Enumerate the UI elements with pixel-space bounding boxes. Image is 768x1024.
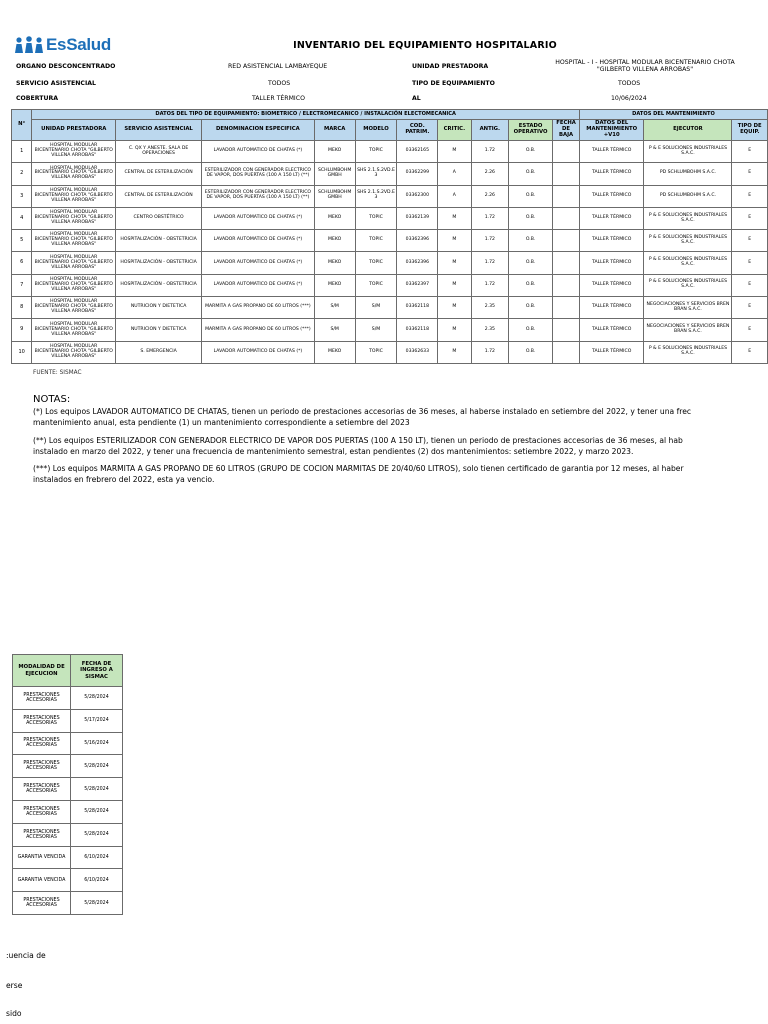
table-row bbox=[12, 319, 768, 341]
cell-unidad: HOSPITAL MODULAR BICENTENARIO CHOTA "GILBERTO VILLENA ARROBAS" bbox=[32, 207, 116, 229]
cell-tipo: E bbox=[732, 185, 768, 207]
cell-estado: O.B. bbox=[509, 252, 553, 274]
note-2-line-2: instalado en marzo del 2022, y tener una frecuencia de mantenimiento semestral, estan pendientes (2) dos mantenimientos: setiembre 2022, y marzo 2023. bbox=[33, 446, 634, 456]
cell-n: 1 bbox=[12, 141, 32, 163]
col-header-ejecutor: EJECUTOR bbox=[644, 120, 732, 141]
cell-critic: M bbox=[438, 274, 471, 296]
cell-servicio: CENTRAL DE ESTERILIZACIÓN bbox=[116, 185, 202, 207]
cell-n: 6 bbox=[12, 252, 32, 274]
cell-antig: 2.26 bbox=[471, 185, 509, 207]
col-header-antig: ANTIG. bbox=[471, 120, 509, 141]
cell-mant: TALLER TÉRMICO bbox=[579, 319, 643, 341]
cell-estado: O.B. bbox=[509, 230, 553, 252]
cell-marca: MEKO bbox=[314, 274, 355, 296]
cell-servicio: HOSPITALIZACIÓN - OBSTETRICIA bbox=[116, 274, 202, 296]
cell-servicio: CENTRAL DE ESTERILIZACIÓN bbox=[116, 163, 202, 185]
cell-estado: O.B. bbox=[509, 274, 553, 296]
cell-patrim: 03362397 bbox=[397, 274, 438, 296]
col-header-fecha-ingreso: FECHA DE INGRESO A SISMAC bbox=[71, 655, 123, 687]
col-header-baja: FECHA DE BAJA bbox=[553, 120, 580, 141]
cell-marca: S/M bbox=[314, 297, 355, 319]
cell-ejecutor: P & E SOLUCIONES INDUSTRIALES S.A.C. bbox=[644, 141, 732, 163]
cell-patrim: 03362396 bbox=[397, 252, 438, 274]
col-header-modalidad: MODALIDAD DE EJECUCION bbox=[13, 655, 71, 687]
cell-unidad: HOSPITAL MODULAR BICENTENARIO CHOTA "GILBERTO VILLENA ARROBAS" bbox=[32, 230, 116, 252]
tipo-value: TODOS bbox=[618, 80, 641, 87]
cell-denominacion: LAVADOR AUTOMATICO DE CHATAS (*) bbox=[202, 274, 315, 296]
cell-marca: MEKO bbox=[314, 341, 355, 363]
note-2-line-1: (**) Los equipos ESTERILIZADOR CON GENERADOR ELECTRICO DE VAPOR DOS PUERTAS (100 A 150 LT), tienen un periodo de prestaciones accesorias de 36 meses, al hab bbox=[33, 436, 683, 445]
table-row bbox=[12, 230, 768, 252]
cell-patrim: 03362300 bbox=[397, 185, 438, 207]
table-row bbox=[13, 869, 123, 892]
table-row bbox=[13, 687, 123, 710]
cell-estado: O.B. bbox=[509, 319, 553, 341]
cell-patrim: 03362633 bbox=[397, 341, 438, 363]
document-title: INVENTARIO DEL EQUIPAMIENTO HOSPITALARIO bbox=[293, 40, 557, 51]
cell-denominacion: LAVADOR AUTOMATICO DE CHATAS (*) bbox=[202, 230, 315, 252]
notes-overflow-fragment-2: erse bbox=[6, 981, 23, 990]
cell-ejecutor: NEGOCIACIONES Y SERVICIOS BREN BRAN S.A.C. bbox=[644, 297, 732, 319]
cell-baja bbox=[553, 252, 580, 274]
col-header-estado: ESTADO OPERATIVO bbox=[509, 120, 553, 141]
cell-ejecutor: P & E SOLUCIONES INDUSTRIALES S.A.C. bbox=[644, 207, 732, 229]
cell-patrim: 03362118 bbox=[397, 319, 438, 341]
cell-modelo: TOPIC bbox=[355, 230, 397, 252]
cell-tipo: E bbox=[732, 319, 768, 341]
cell-ejecutor: PD SCHLUMBOHM S.A.C. bbox=[644, 163, 732, 185]
cell-marca: MEKO bbox=[314, 141, 355, 163]
cell-modalidad: PRESTACIONES ACCESORIAS bbox=[13, 755, 71, 778]
cell-modelo: TOPIC bbox=[355, 141, 397, 163]
notes-overflow-fragment-3: sido bbox=[6, 1009, 22, 1018]
cell-modelo: S/M bbox=[355, 319, 397, 341]
note-3-line-1: (***) Los equipos MARMITA A GAS PROPANO DE 60 LITROS (GRUPO DE COCION MARMITAS DE 20/40/60 LITROS), solo tienen certificado de garantia por 12 meses, al haber bbox=[33, 464, 684, 473]
col-header-denominacion: DENOMINACION ESPECIFICA bbox=[202, 120, 315, 141]
al-value: 10/06/2024 bbox=[611, 95, 647, 102]
cell-fecha: 5/16/2024 bbox=[71, 732, 123, 755]
cell-modalidad: PRESTACIONES ACCESORIAS bbox=[13, 892, 71, 915]
cell-denominacion: ESTERILIZADOR CON GENERADOR ELECTRICO DE VAPOR, DOS PUERTAS (100 A 150 LT) (**) bbox=[202, 185, 315, 207]
cell-ejecutor: NEGOCIACIONES Y SERVICIOS BREN BRAN S.A.C. bbox=[644, 319, 732, 341]
cell-n: 3 bbox=[12, 185, 32, 207]
cell-n: 9 bbox=[12, 319, 32, 341]
cell-denominacion: MARMITA A GAS PROPANO DE 60 LITROS (***) bbox=[202, 319, 315, 341]
group-header-equipamiento: DATOS DEL TIPO DE EQUIPAMIENTO: BIOMETRICO / ELECTROMECANICO / INSTALACIÓN ELECTOMECANICA bbox=[32, 110, 580, 120]
col-header-tipo: TIPO DE EQUIP. bbox=[732, 120, 768, 141]
cell-patrim: 03362396 bbox=[397, 230, 438, 252]
cell-patrim: 03362118 bbox=[397, 297, 438, 319]
table-row bbox=[12, 163, 768, 185]
cell-mant: TALLER TÉRMICO bbox=[579, 230, 643, 252]
cell-fecha: 5/28/2024 bbox=[71, 892, 123, 915]
table-row bbox=[13, 778, 123, 801]
cell-fecha: 5/17/2024 bbox=[71, 709, 123, 732]
cell-unidad: HOSPITAL MODULAR BICENTENARIO CHOTA "GILBERTO VILLENA ARROBAS" bbox=[32, 185, 116, 207]
cell-marca: S/M bbox=[314, 319, 355, 341]
table-row bbox=[13, 755, 123, 778]
table-row bbox=[13, 846, 123, 869]
logo-text: EsSalud bbox=[46, 35, 111, 54]
cell-tipo: E bbox=[732, 207, 768, 229]
cell-baja bbox=[553, 297, 580, 319]
cell-modelo: SHS 2.1.S.2VD.E 3 bbox=[355, 163, 397, 185]
cell-marca: SCHLUMBOHM GMBH bbox=[314, 185, 355, 207]
cell-servicio: S. EMERGENCIA bbox=[116, 341, 202, 363]
col-header-mant: DATOS DEL MANTENIMIENTO +V10 bbox=[579, 120, 643, 141]
cell-antig: 2.35 bbox=[471, 319, 509, 341]
table-row bbox=[12, 297, 768, 319]
cell-critic: A bbox=[438, 163, 471, 185]
cell-mant: TALLER TÉRMICO bbox=[579, 297, 643, 319]
table-row bbox=[13, 800, 123, 823]
cell-modelo: SHS 2.1.S.2VD.E 3 bbox=[355, 185, 397, 207]
cell-modelo: S/M bbox=[355, 297, 397, 319]
cell-unidad: HOSPITAL MODULAR BICENTENARIO CHOTA "GILBERTO VILLENA ARROBAS" bbox=[32, 297, 116, 319]
cell-antig: 1.72 bbox=[471, 230, 509, 252]
note-1-line-1: (*) Los equipos LAVADOR AUTOMATICO DE CHATAS, tienen un periodo de prestaciones accesorias de 36 meses, al haberse instalado en setiembre del 2022, y tener una frec bbox=[33, 407, 692, 416]
cell-critic: M bbox=[438, 230, 471, 252]
col-header-patrim: COD. PATRIM. bbox=[397, 120, 438, 141]
cell-estado: O.B. bbox=[509, 297, 553, 319]
cell-marca: MEKO bbox=[314, 230, 355, 252]
cell-n: 5 bbox=[12, 230, 32, 252]
cell-ejecutor: P & E SOLUCIONES INDUSTRIALES S.A.C. bbox=[644, 274, 732, 296]
cell-tipo: E bbox=[732, 252, 768, 274]
cell-unidad: HOSPITAL MODULAR BICENTENARIO CHOTA "GILBERTO VILLENA ARROBAS" bbox=[32, 252, 116, 274]
cell-patrim: 03362299 bbox=[397, 163, 438, 185]
cell-ejecutor: P & E SOLUCIONES INDUSTRIALES S.A.C. bbox=[644, 252, 732, 274]
cell-fecha: 6/10/2024 bbox=[71, 846, 123, 869]
note-2 bbox=[33, 436, 768, 457]
cell-modalidad: GARANTIA VENCIDA bbox=[13, 869, 71, 892]
col-header-n: N° bbox=[12, 110, 32, 141]
cell-n: 8 bbox=[12, 297, 32, 319]
cell-antig: 2.26 bbox=[471, 163, 509, 185]
cell-critic: M bbox=[438, 319, 471, 341]
cell-unidad: HOSPITAL MODULAR BICENTENARIO CHOTA "GILBERTO VILLENA ARROBAS" bbox=[32, 319, 116, 341]
note-3-line-2: instalados en frebrero del 2022, esta ya vencio. bbox=[33, 474, 215, 484]
cell-marca: MEKO bbox=[314, 207, 355, 229]
cell-fecha: 5/28/2024 bbox=[71, 823, 123, 846]
cell-mant: TALLER TÉRMICO bbox=[579, 185, 643, 207]
cell-denominacion: LAVADOR AUTOMATICO DE CHATAS (*) bbox=[202, 141, 315, 163]
cell-mant: TALLER TÉRMICO bbox=[579, 163, 643, 185]
cell-baja bbox=[553, 163, 580, 185]
inventory-table bbox=[11, 109, 768, 364]
cell-baja bbox=[553, 207, 580, 229]
cell-critic: A bbox=[438, 185, 471, 207]
cell-modalidad: PRESTACIONES ACCESORIAS bbox=[13, 823, 71, 846]
cell-mant: TALLER TÉRMICO bbox=[579, 274, 643, 296]
cell-antig: 1.72 bbox=[471, 252, 509, 274]
cell-modalidad: PRESTACIONES ACCESORIAS bbox=[13, 778, 71, 801]
cell-baja bbox=[553, 185, 580, 207]
cell-ejecutor: P & E SOLUCIONES INDUSTRIALES S.A.C. bbox=[644, 230, 732, 252]
cell-modelo: TOPIC bbox=[355, 341, 397, 363]
unidad-label: UNIDAD PRESTADORA bbox=[412, 63, 489, 70]
organo-value: RED ASISTENCIAL LAMBAYEQUE bbox=[228, 63, 328, 70]
cell-patrim: 03362165 bbox=[397, 141, 438, 163]
table-row bbox=[13, 823, 123, 846]
cell-n: 2 bbox=[12, 163, 32, 185]
table-row bbox=[12, 185, 768, 207]
cell-estado: O.B. bbox=[509, 185, 553, 207]
note-1 bbox=[33, 407, 768, 428]
cell-modelo: TOPIC bbox=[355, 207, 397, 229]
cell-denominacion: ESTERILIZADOR CON GENERADOR ELECTRICO DE VAPOR, DOS PUERTAS (100 A 150 LT) (**) bbox=[202, 163, 315, 185]
cell-mant: TALLER TÉRMICO bbox=[579, 252, 643, 274]
cell-baja bbox=[553, 230, 580, 252]
cell-marca: SCHLUMBOHM GMBH bbox=[314, 163, 355, 185]
cell-unidad: HOSPITAL MODULAR BICENTENARIO CHOTA "GILBERTO VILLENA ARROBAS" bbox=[32, 141, 116, 163]
cell-servicio: HOSPITALIZACIÓN - OBSTETRICIA bbox=[116, 230, 202, 252]
cell-mant: TALLER TÉRMICO bbox=[579, 207, 643, 229]
table-row bbox=[12, 274, 768, 296]
cell-critic: M bbox=[438, 207, 471, 229]
cell-estado: O.B. bbox=[509, 141, 553, 163]
cell-tipo: E bbox=[732, 297, 768, 319]
cell-tipo: E bbox=[732, 341, 768, 363]
execution-modality-table bbox=[12, 654, 123, 915]
cell-critic: M bbox=[438, 341, 471, 363]
cell-modalidad: PRESTACIONES ACCESORIAS bbox=[13, 709, 71, 732]
note-1-line-2: mantenimiento anual, esta pendiente (1) un mantenimiento correspondiente a setiembre del 2023 bbox=[33, 417, 410, 427]
table-row bbox=[13, 892, 123, 915]
cell-servicio: NUTRICION Y DIETETICA bbox=[116, 319, 202, 341]
cell-critic: M bbox=[438, 141, 471, 163]
cell-baja bbox=[553, 341, 580, 363]
table-row bbox=[12, 141, 768, 163]
unidad-value-line-1: HOSPITAL - I - HOSPITAL MODULAR BICENTENARIO CHOTA bbox=[555, 59, 735, 66]
cell-antig: 1.72 bbox=[471, 207, 509, 229]
cell-fecha: 5/28/2024 bbox=[71, 800, 123, 823]
cell-servicio: CENTRO OBSTÉTRICO bbox=[116, 207, 202, 229]
cell-tipo: E bbox=[732, 274, 768, 296]
cell-critic: M bbox=[438, 252, 471, 274]
cell-ejecutor: PD SCHLUMBOHM S.A.C. bbox=[644, 185, 732, 207]
cell-baja bbox=[553, 274, 580, 296]
unidad-value-line-2: "GILBERTO VILLENA ARROBAS" bbox=[596, 66, 694, 74]
cell-servicio: NUTRICION Y DIETETICA bbox=[116, 297, 202, 319]
cell-antig: 1.72 bbox=[471, 341, 509, 363]
cell-marca: MEKO bbox=[314, 252, 355, 274]
tipo-label: TIPO DE EQUIPAMIENTO bbox=[412, 80, 495, 87]
cell-modalidad: PRESTACIONES ACCESORIAS bbox=[13, 732, 71, 755]
notes-title: NOTAS: bbox=[33, 394, 71, 405]
cell-fecha: 5/28/2024 bbox=[71, 778, 123, 801]
cell-unidad: HOSPITAL MODULAR BICENTENARIO CHOTA "GILBERTO VILLENA ARROBAS" bbox=[32, 163, 116, 185]
cell-modelo: TOPIC bbox=[355, 274, 397, 296]
cell-modalidad: PRESTACIONES ACCESORIAS bbox=[13, 800, 71, 823]
cell-mant: TALLER TÉRMICO bbox=[579, 341, 643, 363]
cell-mant: TALLER TÉRMICO bbox=[579, 141, 643, 163]
table-row bbox=[12, 207, 768, 229]
note-3 bbox=[33, 464, 768, 485]
al-label: AL bbox=[412, 95, 421, 102]
group-header-mantenimiento: DATOS DEL MANTENIMIENTO bbox=[579, 110, 767, 120]
cell-fecha: 6/10/2024 bbox=[71, 869, 123, 892]
cell-estado: O.B. bbox=[509, 207, 553, 229]
cell-denominacion: LAVADOR AUTOMATICO DE CHATAS (*) bbox=[202, 207, 315, 229]
cobertura-value: TALLER TÉRMICO bbox=[252, 95, 305, 102]
cell-tipo: E bbox=[732, 230, 768, 252]
col-header-critic: CRITIC. bbox=[438, 120, 471, 141]
cell-baja bbox=[553, 319, 580, 341]
cell-unidad: HOSPITAL MODULAR BICENTENARIO CHOTA "GILBERTO VILLENA ARROBAS" bbox=[32, 274, 116, 296]
cell-denominacion: LAVADOR AUTOMATICO DE CHATAS (*) bbox=[202, 341, 315, 363]
cell-modalidad: PRESTACIONES ACCESORIAS bbox=[13, 687, 71, 710]
cell-n: 10 bbox=[12, 341, 32, 363]
col-header-unidad: UNIDAD PRESTADORA bbox=[32, 120, 116, 141]
cell-antig: 1.72 bbox=[471, 274, 509, 296]
source-note: FUENTE: SISMAC bbox=[33, 370, 82, 376]
table-row bbox=[13, 709, 123, 732]
cell-antig: 1.72 bbox=[471, 141, 509, 163]
cell-patrim: 03362139 bbox=[397, 207, 438, 229]
cell-estado: O.B. bbox=[509, 163, 553, 185]
col-header-servicio: SERVICIO ASISTENCIAL bbox=[116, 120, 202, 141]
cell-tipo: E bbox=[732, 141, 768, 163]
cell-fecha: 5/28/2024 bbox=[71, 755, 123, 778]
table-row bbox=[12, 252, 768, 274]
cell-baja bbox=[553, 141, 580, 163]
cell-servicio: HOSPITALIZACIÓN - OBSTETRICIA bbox=[116, 252, 202, 274]
cell-estado: O.B. bbox=[509, 341, 553, 363]
table-row bbox=[12, 341, 768, 363]
servicio-label: SERVICIO ASISTENCIAL bbox=[16, 80, 96, 87]
notes-overflow-fragment-1: :uencia de bbox=[6, 951, 46, 960]
col-header-modelo: MODELO bbox=[355, 120, 397, 141]
cell-tipo: E bbox=[732, 163, 768, 185]
table-row bbox=[13, 732, 123, 755]
cell-ejecutor: P & E SOLUCIONES INDUSTRIALES S.A.C. bbox=[644, 341, 732, 363]
cell-modalidad: GARANTIA VENCIDA bbox=[13, 846, 71, 869]
cell-modelo: TOPIC bbox=[355, 252, 397, 274]
cell-denominacion: MARMITA A GAS PROPANO DE 60 LITROS (***) bbox=[202, 297, 315, 319]
unidad-value bbox=[520, 59, 768, 73]
cobertura-label: COBERTURA bbox=[16, 95, 59, 102]
cell-antig: 2.35 bbox=[471, 297, 509, 319]
servicio-value: TODOS bbox=[268, 80, 291, 87]
cell-critic: M bbox=[438, 297, 471, 319]
cell-servicio: C. QX Y ANESTE. SALA DE OPERACIONES bbox=[116, 141, 202, 163]
cell-denominacion: LAVADOR AUTOMATICO DE CHATAS (*) bbox=[202, 252, 315, 274]
col-header-marca: MARCA bbox=[314, 120, 355, 141]
cell-fecha: 5/28/2024 bbox=[71, 687, 123, 710]
cell-n: 4 bbox=[12, 207, 32, 229]
cell-n: 7 bbox=[12, 274, 32, 296]
organo-label: ORGANO DESCONCENTRADO bbox=[16, 63, 116, 70]
cell-unidad: HOSPITAL MODULAR BICENTENARIO CHOTA "GILBERTO VILLENA ARROBAS" bbox=[32, 341, 116, 363]
